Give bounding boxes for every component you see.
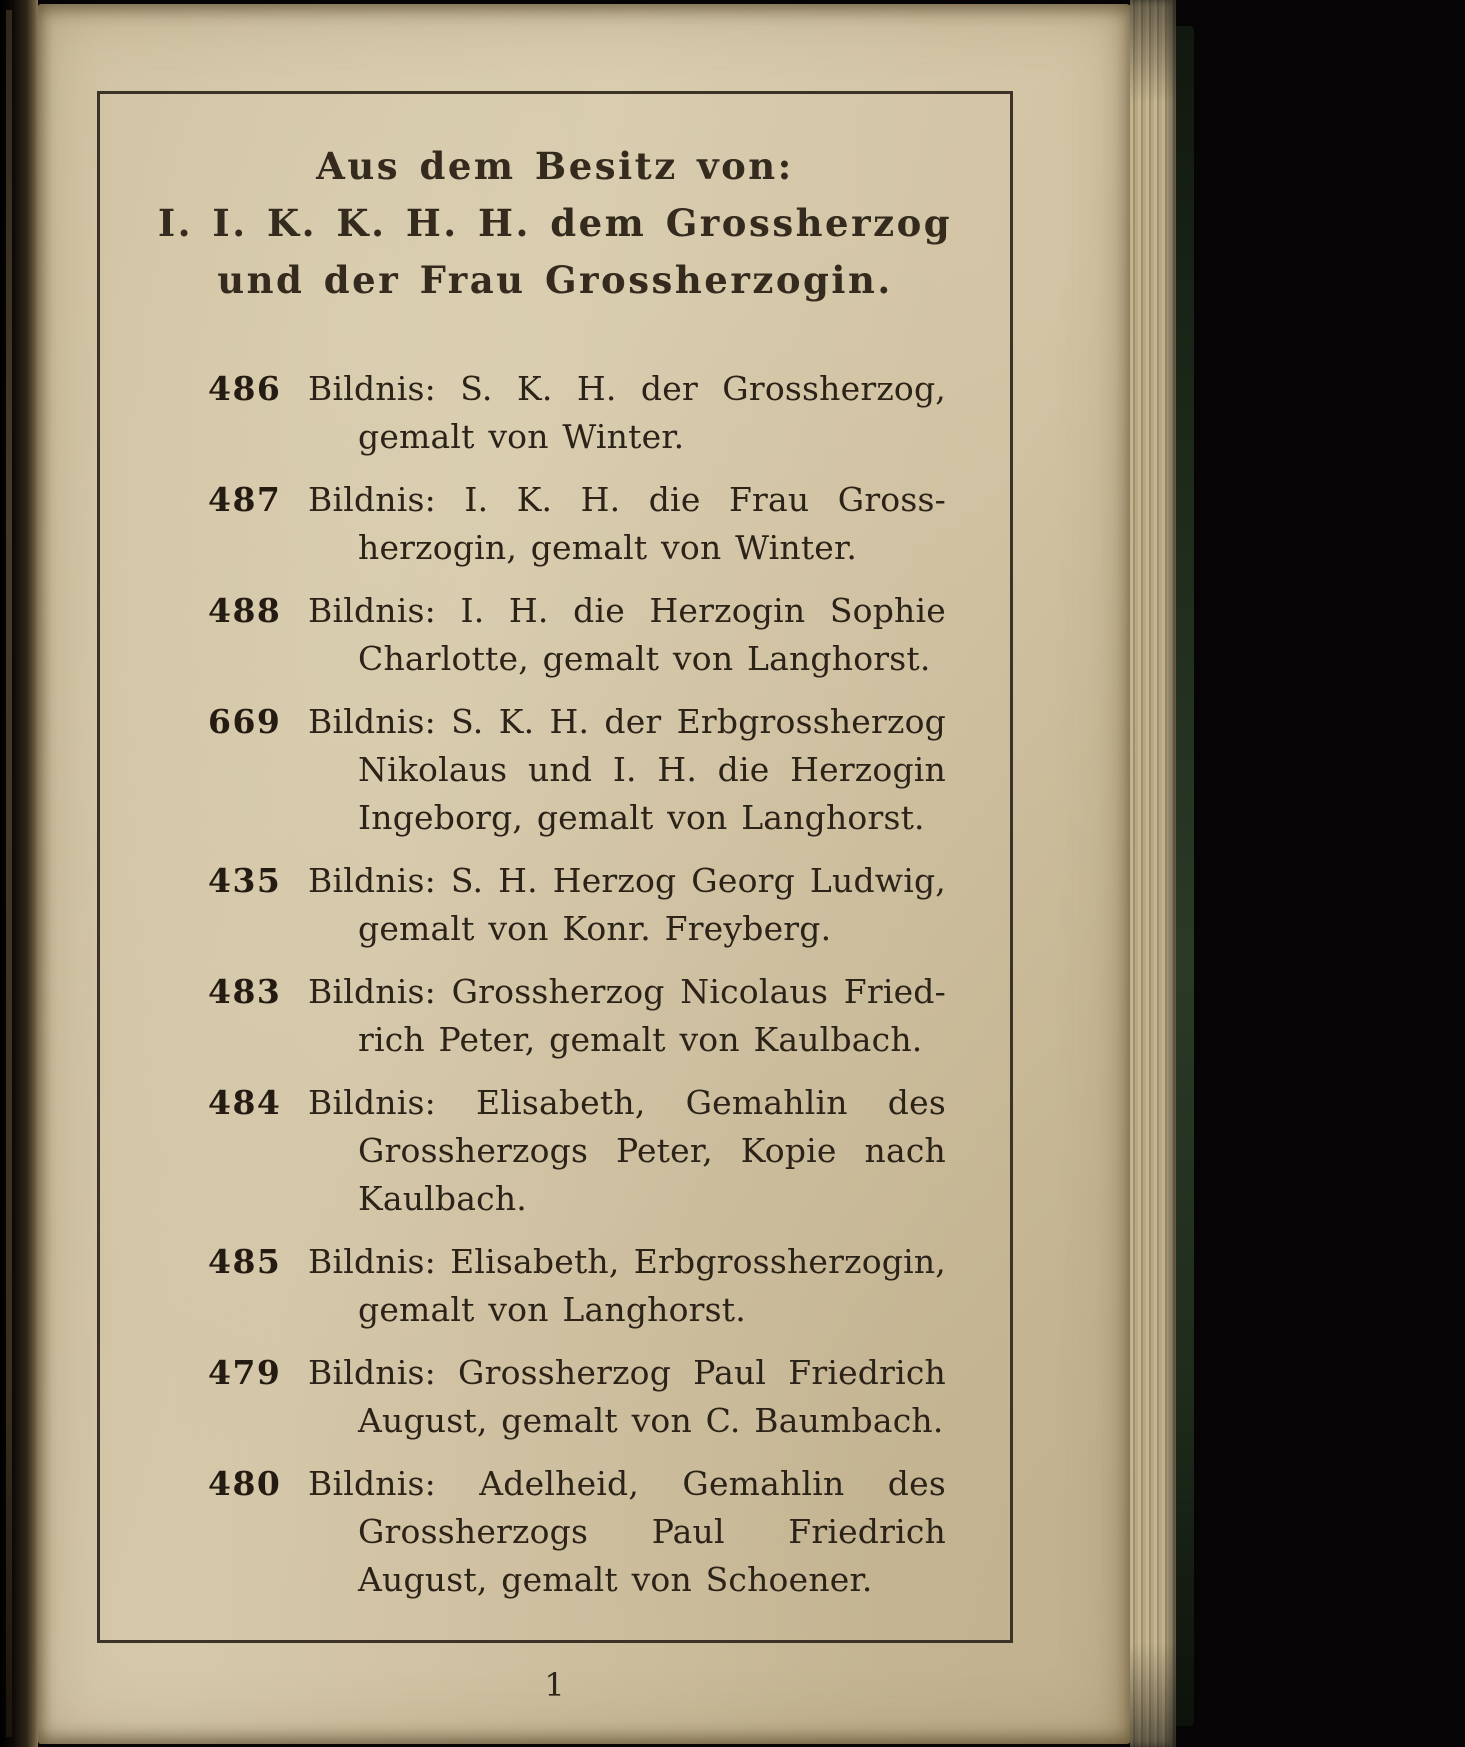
entry-line: Bildnis: Grossherzog Nicolaus Fried- — [308, 972, 946, 1011]
catalog-entry — [208, 365, 946, 461]
entry-number: 480 — [208, 1464, 282, 1503]
entry-number: 669 — [208, 702, 282, 741]
entry-line: Charlotte, gemalt von Langhorst. — [358, 639, 931, 678]
entry-text — [308, 1349, 946, 1445]
entry-number: 486 — [208, 369, 282, 408]
entry-line: rich Peter, gemalt von Kaulbach. — [358, 1020, 923, 1059]
entry-number: 435 — [208, 861, 282, 900]
entry-number: 479 — [208, 1353, 282, 1392]
entry-number: 487 — [208, 480, 282, 519]
header-line: und der Frau Grossherzogin. — [217, 258, 893, 302]
catalog-entry — [208, 1460, 946, 1604]
catalog-entry — [208, 698, 946, 842]
printed-border-frame — [97, 91, 1013, 1643]
entry-number: 485 — [208, 1242, 282, 1281]
stacked-page-edges — [1130, 0, 1176, 1747]
entry-number: 488 — [208, 591, 282, 630]
entry-line: Bildnis: I. H. die Herzogin Sophie — [308, 591, 946, 630]
entries-list — [100, 365, 1010, 1604]
entry-line: August, gemalt von Schoener. — [358, 1560, 873, 1599]
catalog-entry — [208, 1238, 946, 1334]
catalog-entry — [208, 857, 946, 953]
entry-line: Bildnis: Elisabeth, Erbgrossherzogin, — [308, 1242, 946, 1281]
catalog-entry — [208, 1079, 946, 1223]
header-line: Aus dem Besitz von: — [316, 144, 794, 188]
header-line: I. I. K. K. H. H. dem Grossherzog — [157, 201, 953, 245]
entry-line: Grossherzogs Peter, Kopie nach — [358, 1131, 946, 1170]
entry-line: Bildnis: Adelheid, Gemahlin des — [308, 1464, 946, 1503]
entry-line: gemalt von Konr. Freyberg. — [358, 909, 832, 948]
entry-line: herzogin, gemalt von Winter. — [358, 528, 858, 567]
entry-text — [308, 587, 946, 683]
entry-line: Bildnis: Grossherzog Paul Friedrich — [308, 1353, 946, 1392]
entry-line: Bildnis: S. K. H. der Erbgrossherzog — [308, 702, 946, 741]
entry-text — [308, 365, 946, 461]
underlying-page-edge — [6, 10, 12, 1737]
catalog-entry — [208, 587, 946, 683]
entry-text — [308, 1079, 946, 1223]
catalog-entry — [208, 476, 946, 572]
entry-line: Nikolaus und I. H. die Herzogin — [358, 750, 946, 789]
entry-text — [308, 968, 946, 1064]
entry-text — [308, 857, 946, 953]
book-page — [38, 4, 1132, 1744]
entry-line: Grossherzogs Paul Friedrich — [358, 1512, 946, 1551]
entry-line: August, gemalt von C. Baumbach. — [358, 1401, 944, 1440]
entry-number: 484 — [208, 1083, 282, 1122]
entry-text — [308, 476, 946, 572]
entry-line: Bildnis: Elisabeth, Gemahlin des — [308, 1083, 946, 1122]
entry-line: gemalt von Winter. — [358, 417, 685, 456]
entry-line: Bildnis: S. K. H. der Grossherzog, — [308, 369, 946, 408]
entry-line: Kaulbach. — [358, 1179, 527, 1218]
catalog-entry — [208, 968, 946, 1064]
entry-line: gemalt von Langhorst. — [358, 1290, 746, 1329]
entry-line: Bildnis: S. H. Herzog Georg Ludwig, — [308, 861, 946, 900]
book-cover-edge — [1176, 26, 1194, 1726]
entry-text — [308, 1238, 946, 1334]
entry-text — [308, 1460, 946, 1604]
entry-number: 483 — [208, 972, 282, 1011]
entry-text — [308, 698, 946, 842]
page-number: 1 — [544, 1666, 566, 1704]
page-header — [100, 138, 1010, 309]
entry-line: Ingeborg, gemalt von Langhorst. — [358, 798, 925, 837]
entry-line: Bildnis: I. K. H. die Frau Gross- — [308, 480, 946, 519]
catalog-entry — [208, 1349, 946, 1445]
